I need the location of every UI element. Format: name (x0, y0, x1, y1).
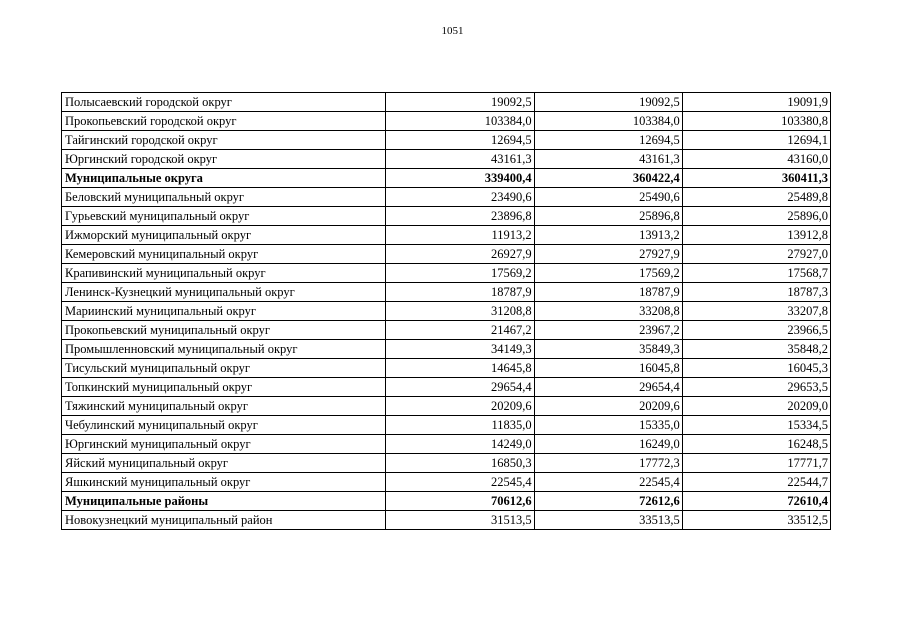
row-name-cell: Новокузнецкий муниципальный район (62, 511, 386, 530)
table-row (62, 131, 831, 150)
value-cell-3: 360411,3 (682, 169, 830, 188)
value-cell-2: 25896,8 (534, 207, 682, 226)
value-cell-1: 26927,9 (386, 245, 534, 264)
value-cell-3: 27927,0 (682, 245, 830, 264)
value-cell-2: 15335,0 (534, 416, 682, 435)
value-cell-1: 70612,6 (386, 492, 534, 511)
table-row-subtotal (62, 169, 831, 188)
value-cell-2: 16045,8 (534, 359, 682, 378)
table-row (62, 397, 831, 416)
value-cell-3: 19091,9 (682, 93, 830, 112)
value-cell-2: 33513,5 (534, 511, 682, 530)
value-cell-2: 12694,5 (534, 131, 682, 150)
value-cell-3: 43160,0 (682, 150, 830, 169)
row-name-cell: Мариинский муниципальный округ (62, 302, 386, 321)
value-cell-1: 22545,4 (386, 473, 534, 492)
value-cell-1: 31513,5 (386, 511, 534, 530)
value-cell-3: 33207,8 (682, 302, 830, 321)
value-cell-2: 360422,4 (534, 169, 682, 188)
value-cell-2: 27927,9 (534, 245, 682, 264)
value-cell-3: 15334,5 (682, 416, 830, 435)
row-name-cell: Беловский муниципальный округ (62, 188, 386, 207)
value-cell-3: 20209,0 (682, 397, 830, 416)
table-row (62, 207, 831, 226)
table-row (62, 454, 831, 473)
table-row (62, 302, 831, 321)
row-name-cell: Тайгинский городской округ (62, 131, 386, 150)
value-cell-1: 12694,5 (386, 131, 534, 150)
value-cell-1: 17569,2 (386, 264, 534, 283)
table-row (62, 511, 831, 530)
value-cell-2: 33208,8 (534, 302, 682, 321)
table-row (62, 473, 831, 492)
value-cell-3: 23966,5 (682, 321, 830, 340)
value-cell-3: 22544,7 (682, 473, 830, 492)
value-cell-3: 25896,0 (682, 207, 830, 226)
row-name-cell: Яйский муниципальный округ (62, 454, 386, 473)
value-cell-1: 18787,9 (386, 283, 534, 302)
value-cell-2: 13913,2 (534, 226, 682, 245)
value-cell-1: 14645,8 (386, 359, 534, 378)
value-cell-1: 29654,4 (386, 378, 534, 397)
table-row (62, 264, 831, 283)
value-cell-2: 43161,3 (534, 150, 682, 169)
value-cell-3: 25489,8 (682, 188, 830, 207)
row-name-cell: Юргинский городской округ (62, 150, 386, 169)
value-cell-3: 13912,8 (682, 226, 830, 245)
row-name-cell: Тисульский муниципальный округ (62, 359, 386, 378)
value-cell-3: 18787,3 (682, 283, 830, 302)
value-cell-1: 20209,6 (386, 397, 534, 416)
table-row (62, 416, 831, 435)
table-row (62, 359, 831, 378)
value-cell-2: 20209,6 (534, 397, 682, 416)
value-cell-3: 16045,3 (682, 359, 830, 378)
value-cell-2: 16249,0 (534, 435, 682, 454)
page-number: 1051 (441, 25, 464, 37)
row-name-cell: Муниципальные округа (62, 169, 386, 188)
table-row (62, 283, 831, 302)
row-name-cell: Гурьевский муниципальный округ (62, 207, 386, 226)
value-cell-2: 18787,9 (534, 283, 682, 302)
value-cell-1: 19092,5 (386, 93, 534, 112)
table-row (62, 188, 831, 207)
value-cell-2: 25490,6 (534, 188, 682, 207)
table-row (62, 226, 831, 245)
table-row (62, 112, 831, 131)
row-name-cell: Прокопьевский городской округ (62, 112, 386, 131)
value-cell-1: 14249,0 (386, 435, 534, 454)
value-cell-2: 103384,0 (534, 112, 682, 131)
value-cell-3: 33512,5 (682, 511, 830, 530)
row-name-cell: Чебулинский муниципальный округ (62, 416, 386, 435)
row-name-cell: Топкинский муниципальный округ (62, 378, 386, 397)
value-cell-2: 23967,2 (534, 321, 682, 340)
row-name-cell: Кемеровский муниципальный округ (62, 245, 386, 264)
value-cell-2: 17569,2 (534, 264, 682, 283)
row-name-cell: Тяжинский муниципальный округ (62, 397, 386, 416)
value-cell-1: 21467,2 (386, 321, 534, 340)
value-cell-3: 29653,5 (682, 378, 830, 397)
value-cell-3: 17568,7 (682, 264, 830, 283)
value-cell-1: 339400,4 (386, 169, 534, 188)
row-name-cell: Яшкинский муниципальный округ (62, 473, 386, 492)
value-cell-2: 35849,3 (534, 340, 682, 359)
value-cell-3: 12694,1 (682, 131, 830, 150)
value-cell-2: 22545,4 (534, 473, 682, 492)
row-name-cell: Юргинский муниципальный округ (62, 435, 386, 454)
budget-table-body (62, 93, 831, 530)
row-name-cell: Промышленновский муниципальный округ (62, 340, 386, 359)
budget-table (61, 92, 831, 530)
table-row (62, 321, 831, 340)
value-cell-2: 72612,6 (534, 492, 682, 511)
value-cell-1: 23490,6 (386, 188, 534, 207)
value-cell-1: 34149,3 (386, 340, 534, 359)
value-cell-3: 16248,5 (682, 435, 830, 454)
value-cell-1: 43161,3 (386, 150, 534, 169)
table-row (62, 150, 831, 169)
table-row (62, 435, 831, 454)
value-cell-2: 17772,3 (534, 454, 682, 473)
table-row (62, 245, 831, 264)
row-name-cell: Ленинск-Кузнецкий муниципальный округ (62, 283, 386, 302)
value-cell-1: 23896,8 (386, 207, 534, 226)
table-row (62, 378, 831, 397)
table-row-subtotal (62, 492, 831, 511)
value-cell-1: 11913,2 (386, 226, 534, 245)
value-cell-3: 35848,2 (682, 340, 830, 359)
value-cell-1: 31208,8 (386, 302, 534, 321)
value-cell-2: 19092,5 (534, 93, 682, 112)
row-name-cell: Ижморский муниципальный округ (62, 226, 386, 245)
row-name-cell: Крапивинский муниципальный округ (62, 264, 386, 283)
row-name-cell: Муниципальные районы (62, 492, 386, 511)
table-row (62, 93, 831, 112)
value-cell-2: 29654,4 (534, 378, 682, 397)
value-cell-1: 103384,0 (386, 112, 534, 131)
value-cell-1: 11835,0 (386, 416, 534, 435)
value-cell-3: 72610,4 (682, 492, 830, 511)
row-name-cell: Прокопьевский муниципальный округ (62, 321, 386, 340)
value-cell-3: 103380,8 (682, 112, 830, 131)
value-cell-1: 16850,3 (386, 454, 534, 473)
value-cell-3: 17771,7 (682, 454, 830, 473)
row-name-cell: Полысаевский городской округ (62, 93, 386, 112)
table-row (62, 340, 831, 359)
